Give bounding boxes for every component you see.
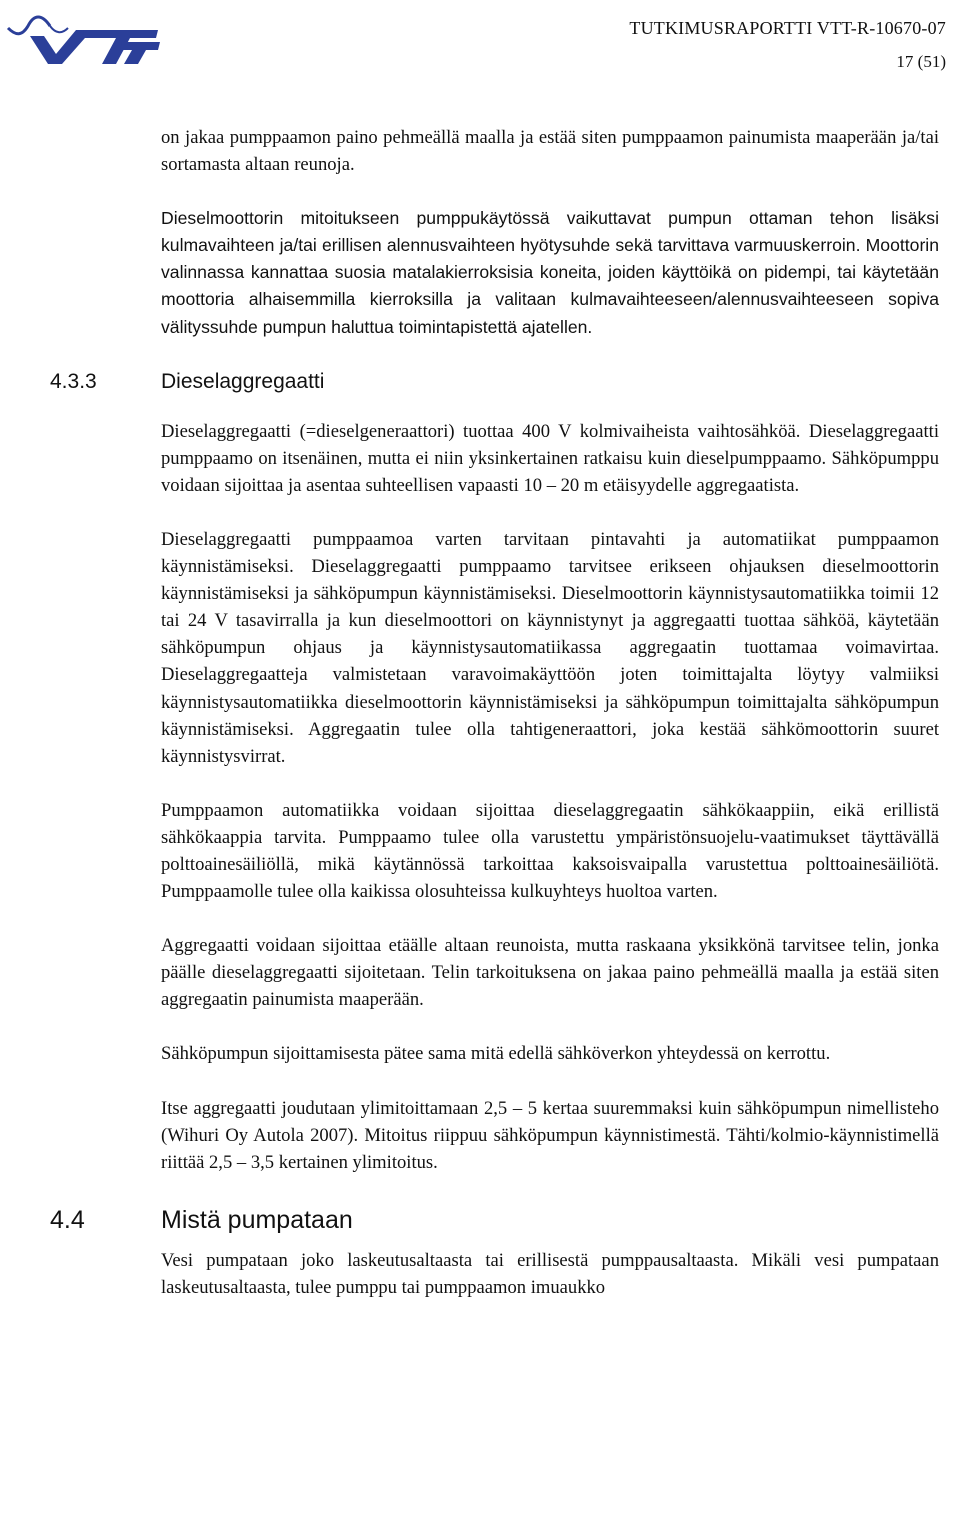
paragraph: Pumppaamon automatiikka voidaan sijoittaa dieselaggregaatin sähkökaappiin, eikä erillistä sähkökaappia tarvita. Pumppaamo tulee olla varustettu ympäristönsuojelu-vaatimukset täyttävällä polttoainesäiliöllä, mikä käytännössä tarkoittaa kaksoisvaipalla varustettua polttoainesäiliötä. Pumppaamolle tulee olla kaikissa olosuhteissa kulkuyhteys huoltoa varten.	[161, 799, 939, 903]
paragraph: on jakaa pumppaamon paino pehmeällä maalla ja estää siten pumppaamon painumista maaperään ja/tai sortamasta altaan reunoja.	[161, 127, 939, 176]
section-heading-4-4	[50, 1203, 939, 1237]
paragraph: Dieselaggregaatti pumppaamoa varten tarvitaan pintavahti ja automatiikat pumppaamon käynnistämiseksi. Dieselaggregaatti pumppaamo tarvitsee erikseen ohjauksen dieselmoottorin käynnistämiseksi ja sähköpumpun käynnistämiseksi. Dieselmoottorin käynnistysautomatiikka toimii 12 tai 24 V tasavirralla ja kun dieselmoottori on käynnistynyt ja aggregaatti tuottaa sähköä, käytetään sähköpumpun ohjaus ja käynnistysautomatiikassa aggregaatin tuottamaa voimavirtaa. Dieselaggregaatteja valmistetaan varavoimakäyttöön joten toimittajalta löytyy valmiiksi käynnistysautomatiikka dieselmoottorin käynnistämiseksi ja sähköpumpun toimittajalta sähköpumpun käynnistämiseksi. Aggregaatin tulee olla tahtigeneraattori, joka kestää sähkömoottorin suuret käynnistysvirrat.	[161, 528, 939, 767]
section-number: 4.3.3	[50, 369, 97, 393]
vtt-logo	[6, 6, 162, 64]
paragraph: Dieselmoottorin mitoitukseen pumppukäytössä vaikuttavat pumpun ottaman tehon lisäksi kulmavaihteen ja/tai erillisen alennusvaihteen hyötysuhde sekä tarvittava varmuuskerroin. Moottorin valinnassa kannattaa suosia matalakierroksisia koneita, joiden käyttöikä on pidempi, tai käytetään moottoria alhaisemmilla kierroksilla ja valitaan kulmavaihteeseen/alennusvaihteeseen sopiva välityssuhde pumpun haluttua toimintapistettä ajatellen.	[161, 208, 939, 337]
section-number: 4.4	[50, 1205, 85, 1234]
report-id: TUTKIMUSRAPORTTI VTT-R-10670-07	[629, 18, 946, 38]
section-title: Dieselaggregaatti	[161, 369, 325, 393]
paragraph: Aggregaatti voidaan sijoittaa etäälle altaan reunoista, mutta raskaana yksikkönä tarvitsee telin, jonka päälle dieselaggregaatti sijoitetaan. Telin tarkoituksena on jakaa paino pehmeällä maalla ja estää siten aggregaatin painumista maaperään.	[161, 935, 939, 1011]
section-title: Mistä pumpataan	[161, 1205, 353, 1234]
vtt-logo-mark	[6, 6, 162, 64]
page-number: 17 (51)	[896, 52, 946, 71]
paragraph: Vesi pumpataan joko laskeutusaltaasta tai erillisestä pumppausaltaasta. Mikäli vesi pumpataan laskeutusaltaasta, tulee pumppu tai pumppaamon imuaukko	[161, 1249, 939, 1298]
paragraph: Sähköpumpun sijoittamisesta pätee sama mitä edellä sähköverkon yhteydessä on kerrottu.	[161, 1043, 831, 1065]
paragraph: Dieselaggregaatti (=dieselgeneraattori) tuottaa 400 V kolmivaiheista vaihtosähköä. Dieselaggregaatti pumppaamo on itsenäinen, mutta ei niin yksinkertainen ratkaisu kuin dieselpumppaamo. Sähköpumppu voidaan sijoittaa ja asentaa suhteellisen vapaasti 10 – 20 m etäisyydelle aggregaatista.	[161, 420, 939, 496]
document-body	[50, 124, 939, 1328]
paragraph: Itse aggregaatti joudutaan ylimitoittamaan 2,5 – 5 kertaa suuremmaksi kuin sähköpumpun nimellisteho (Wihuri Oy Autola 2007). Mitoitus riippuu sähköpumpun käynnistimestä. Tähti/kolmio-käynnistimellä riittää 2,5 – 3,5 kertainen ylimitoitus.	[161, 1097, 939, 1173]
section-heading-4-3-3	[50, 368, 939, 396]
